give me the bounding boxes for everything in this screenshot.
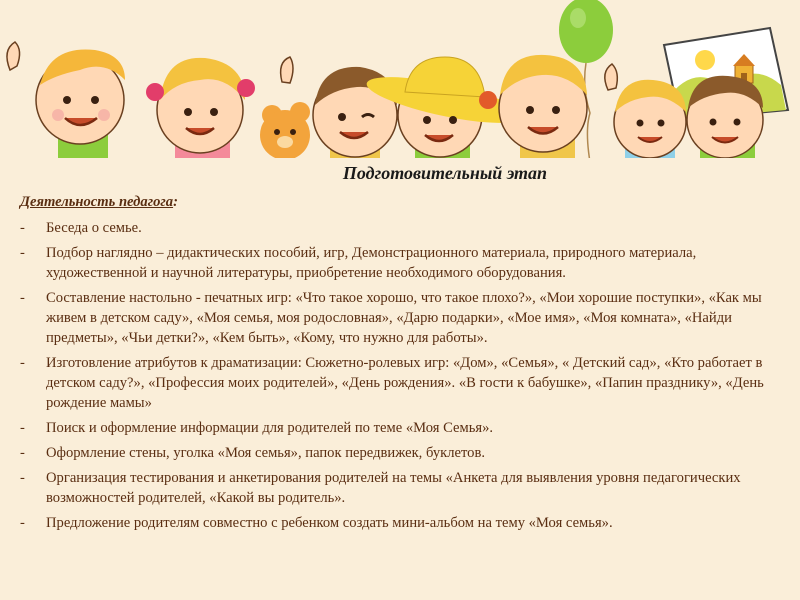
activity-list (20, 218, 780, 533)
bullet: - (20, 290, 25, 306)
bullet: - (20, 420, 25, 436)
list-item (20, 443, 780, 463)
list-item-text: Беседа о семье. (46, 220, 142, 236)
page-title: Подготовительный этап (342, 163, 548, 183)
list-item (20, 468, 780, 508)
list-item-text: Оформление стены, уголка «Моя семья», папок передвижек, буклетов. (46, 445, 486, 461)
bullet: - (20, 220, 25, 236)
list-item-text: Предложение родителям совместно с ребенком создать мини-альбом на тему «Моя семья». (46, 515, 613, 531)
list-item-text: Организация тестирования и анкетирования родителей на темы «Анкета для выявления уровня педагогических возможностей родителей, «Какой вы родитель». (46, 470, 741, 506)
list-item (20, 218, 780, 238)
bullet: - (20, 245, 25, 261)
list-item-text: Поиск и оформление информации для родителей по теме «Моя Семья». (46, 420, 494, 436)
list-item (20, 353, 780, 413)
list-item (20, 288, 780, 348)
bullet: - (20, 445, 25, 461)
list-item-text: Составление настольно - печатных игр: «Что такое хорошо, что такое плохо?», «Мои хорошие поступки», «Как мы живем в детском саду», «Моя семья, моя родословная», «Дарю подарки», «Мое имя», «Моя комната», «Найди предметы», «Чьи детки?», «Кем быть», «Кому, что нужно для работы». (46, 290, 762, 346)
bullet: - (20, 515, 25, 531)
list-item-text: Подбор наглядно – дидактических пособий, игр, Демонстрационного материала, природного материала, художественной и научной литературы, приобретение необходимого оборудования. (46, 245, 697, 281)
list-item-text: Изготовление атрибутов к драматизации: Сюжетно-ролевых игр: «Дом», «Семья», « Детский сад», «Кто работает в детском саду?», «Профессия моих родителей», «День рождения». «В гости к бабушке», «Папин празднику», «День рождение мамы» (46, 355, 764, 411)
list-item (20, 243, 780, 283)
section-heading-text: Деятельность педагога (20, 194, 174, 210)
content-block (20, 192, 780, 538)
bullet: - (20, 355, 25, 371)
section-heading (20, 192, 780, 212)
list-item (20, 513, 780, 533)
bullet: - (20, 470, 25, 486)
list-item (20, 418, 780, 438)
kids-illustration (0, 0, 800, 180)
teddy-bear-icon (260, 102, 310, 160)
section-heading-suffix: : (173, 194, 178, 210)
